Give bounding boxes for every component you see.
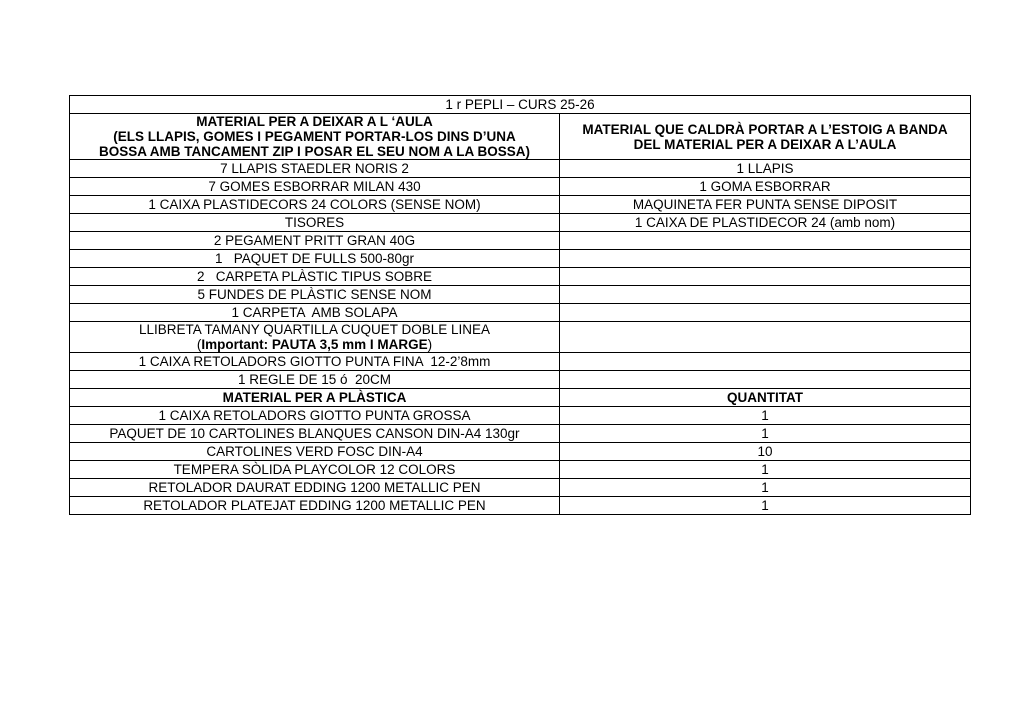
pencil-case-item — [560, 250, 971, 268]
plastic-material-header: MATERIAL PER A PLÀSTICA — [70, 389, 560, 407]
pencil-case-item: 1 CAIXA DE PLASTIDECOR 24 (amb nom) — [560, 214, 971, 232]
important-note: Important: PAUTA 3,5 mm I MARGE — [201, 337, 428, 352]
table-row — [70, 268, 971, 286]
page-title: 1 r PEPLI – CURS 25-26 — [70, 96, 971, 114]
pencil-case-item — [560, 304, 971, 322]
pencil-case-item: 1 LLAPIS — [560, 160, 971, 178]
classroom-item: 7 GOMES ESBORRAR MILAN 430 — [70, 178, 560, 196]
pencil-case-item: 1 GOMA ESBORRAR — [560, 178, 971, 196]
quantity-value: 1 — [560, 425, 971, 443]
classroom-item: 2 PEGAMENT PRITT GRAN 40G — [70, 232, 560, 250]
notebook-item — [70, 322, 560, 353]
classroom-item: TISORES — [70, 214, 560, 232]
header-line: DEL MATERIAL PER A DEIXAR A L’AULA — [633, 136, 897, 152]
header-line: BOSSA AMB TANCAMENT ZIP I POSAR EL SEU NOM A LA BOSSA) — [98, 144, 531, 159]
classroom-item: 1 PAQUET DE FULLS 500-80gr — [70, 250, 560, 268]
section2-header-row — [70, 389, 971, 407]
pencil-case-item — [560, 286, 971, 304]
plastic-item: TEMPERA SÒLIDA PLAYCOLOR 12 COLORS — [70, 461, 560, 479]
table-row — [70, 425, 971, 443]
quantity-value: 1 — [560, 497, 971, 515]
table-row — [70, 178, 971, 196]
pencil-case-material-header — [560, 114, 971, 160]
table-row — [70, 250, 971, 268]
notebook-note — [74, 337, 555, 352]
classroom-item: 1 REGLE DE 15 ó 20CM — [70, 371, 560, 389]
pencil-case-item — [560, 371, 971, 389]
notebook-line: LLIBRETA TAMANY QUARTILLA CUQUET DOBLE LINEA — [138, 322, 491, 337]
classroom-item: 7 LLAPIS STAEDLER NORIS 2 — [70, 160, 560, 178]
header-line: (ELS LLAPIS, GOMES I PEGAMENT PORTAR-LOS DINS D’UNA — [113, 129, 516, 144]
table-row — [70, 196, 971, 214]
header-line: MATERIAL PER A DEIXAR A L ‘AULA — [196, 114, 433, 129]
table-row — [70, 160, 971, 178]
plastic-item: PAQUET DE 10 CARTOLINES BLANQUES CANSON DIN-A4 130gr — [70, 425, 560, 443]
pencil-case-item — [560, 232, 971, 250]
quantity-value: 1 — [560, 479, 971, 497]
materials-table — [69, 95, 971, 515]
paren-close: ) — [427, 337, 433, 352]
section1-header-row — [70, 114, 971, 160]
quantity-value: 10 — [560, 443, 971, 461]
table-row — [70, 232, 971, 250]
pencil-case-item — [560, 268, 971, 286]
table-row — [70, 286, 971, 304]
classroom-item: 1 CAIXA PLASTIDECORS 24 COLORS (SENSE NOM) — [70, 196, 560, 214]
classroom-item: 1 CAIXA RETOLADORS GIOTTO PUNTA FINA 12-2’8mm — [70, 353, 560, 371]
table-row — [70, 497, 971, 515]
table-row — [70, 322, 971, 353]
quantity-value: 1 — [560, 461, 971, 479]
pencil-case-item — [560, 322, 971, 353]
table-row — [70, 371, 971, 389]
classroom-item: 5 FUNDES DE PLÀSTIC SENSE NOM — [70, 286, 560, 304]
table-row — [70, 479, 971, 497]
plastic-item: RETOLADOR PLATEJAT EDDING 1200 METALLIC PEN — [70, 497, 560, 515]
plastic-item: CARTOLINES VERD FOSC DIN-A4 — [70, 443, 560, 461]
plastic-item: RETOLADOR DAURAT EDDING 1200 METALLIC PEN — [70, 479, 560, 497]
pencil-case-item — [560, 353, 971, 371]
quantity-header: QUANTITAT — [560, 389, 971, 407]
table-row — [70, 214, 971, 232]
classroom-material-header — [70, 114, 560, 160]
quantity-value: 1 — [560, 407, 971, 425]
table-row — [70, 353, 971, 371]
table-row — [70, 407, 971, 425]
table-row — [70, 443, 971, 461]
pencil-case-item: MAQUINETA FER PUNTA SENSE DIPOSIT — [560, 196, 971, 214]
header-line: MATERIAL QUE CALDRÀ PORTAR A L’ESTOIG A BANDA — [582, 121, 948, 137]
title-row — [70, 96, 971, 114]
classroom-item: 1 CARPETA AMB SOLAPA — [70, 304, 560, 322]
classroom-item: 2 CARPETA PLÀSTIC TIPUS SOBRE — [70, 268, 560, 286]
table-row — [70, 304, 971, 322]
plastic-item: 1 CAIXA RETOLADORS GIOTTO PUNTA GROSSA — [70, 407, 560, 425]
paren-open: ( — [196, 337, 202, 352]
table-row — [70, 461, 971, 479]
